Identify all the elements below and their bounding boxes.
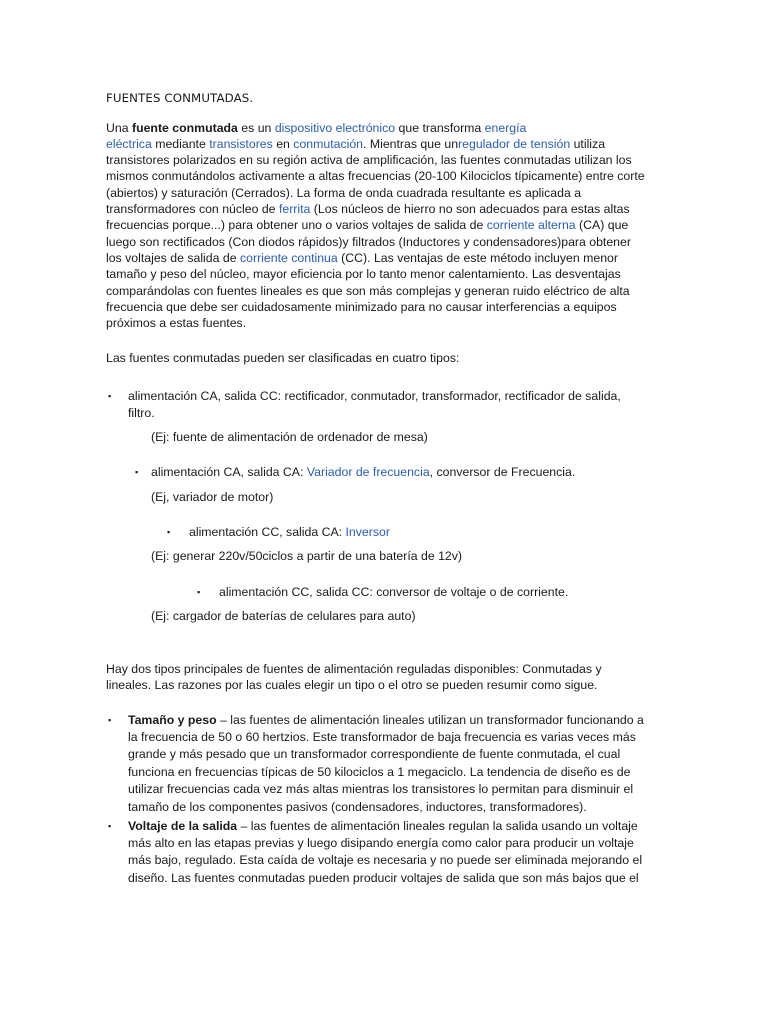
text-span: transformadores con núcleo de	[106, 202, 279, 216]
bullet-square-icon: ▪	[108, 821, 112, 831]
text-span: es un	[237, 121, 275, 135]
link-regulador-de-tension[interactable]: regulador de tensión	[458, 137, 571, 151]
link-corriente-alterna[interactable]: corriente alterna	[486, 218, 576, 232]
reason-1-line-1	[128, 712, 644, 728]
link-conmutacion[interactable]: conmutación	[293, 137, 364, 151]
bullet-square-icon: ▪	[197, 587, 201, 597]
text-span: en	[272, 137, 294, 151]
intro-line-1	[106, 120, 526, 136]
bullet-square-icon: ▪	[167, 527, 171, 537]
reason-2-line-3: más bajo, regulado. Esta caída de voltaje es necesaria y no puede ser eliminada mejorando el	[128, 853, 643, 867]
reason-1-line-3: grande y más pesado que un transformador correspondiente de fuente conmutada, el cual	[128, 747, 621, 761]
text-span: que transforma	[395, 121, 485, 135]
bullet-square-icon: ▪	[135, 467, 139, 477]
type-1-line-1: alimentación CA, salida CC: rectificador, conmutador, transformador, rectificador de salida,	[128, 389, 621, 403]
intro-line-12: frecuencia que debe ser cuidadosamente minimizado para no causar interferencias a equipos	[106, 300, 617, 314]
reason-2-line-1	[128, 818, 638, 834]
type-4-line: alimentación CC, salida CC: conversor de voltaje o de corriente.	[219, 585, 569, 599]
link-inversor[interactable]: Inversor	[345, 525, 390, 539]
text-span: Una	[106, 121, 132, 135]
link-variador-de-frecuencia[interactable]: Variador de frecuencia	[306, 465, 430, 479]
text-span: alimentación CA, salida CA:	[151, 465, 307, 479]
reason-1-heading: Tamaño y peso	[128, 713, 217, 727]
text-span: – las fuentes de alimentación lineales regulan la salida usando un voltaje	[237, 819, 638, 833]
text-span: los voltajes de salida de	[106, 251, 240, 265]
text-span: (Los núcleos de hierro no son adecuados para estas altas	[310, 202, 630, 216]
type-1-line-2: filtro.	[128, 406, 155, 420]
intro-line-8: luego son rectificados (Con diodos rápidos)y filtrados (Inductores y condensadores)para obtener	[106, 235, 631, 249]
two-types-line-1: Hay dos tipos principales de fuentes de alimentación reguladas disponibles: Conmutadas y	[106, 662, 602, 676]
two-types-line-2: lineales. Las razones por las cuales elegir un tipo o el otro se pueden resumir como sigue.	[106, 678, 598, 692]
intro-line-6	[106, 201, 630, 217]
intro-line-10: tamaño y peso del núcleo, mayor eficiencia por lo tanto menor calentamiento. Las desventajas	[106, 267, 621, 281]
text-span: alimentación CC, salida CA:	[189, 525, 346, 539]
intro-line-13: próximos a estas fuentes.	[106, 316, 247, 330]
reason-1-line-6: tamaño de los componentes pasivos (condensadores, inductores, transformadores).	[128, 800, 587, 814]
text-span: – las fuentes de alimentación lineales utilizan un transformador funcionando a	[216, 713, 644, 727]
type-3-line	[189, 524, 390, 540]
intro-line-5: (abiertos) y saturación (Cerrados). La forma de onda cuadrada resultante es aplicada a	[106, 186, 582, 200]
text-span: utiliza	[570, 137, 606, 151]
type-1-example: (Ej: fuente de alimentación de ordenador de mesa)	[151, 430, 428, 444]
reason-1-line-4: funciona en frecuencias típicas de 50 kilociclos a 1 megaciclo. La tendencia de diseño es de	[128, 765, 631, 779]
classify-intro: Las fuentes conmutadas pueden ser clasificadas en cuatro tipos:	[106, 351, 460, 365]
reason-2-heading: Voltaje de la salida	[128, 819, 238, 833]
type-3-example: (Ej: generar 220v/50ciclos a partir de una batería de 12v)	[151, 549, 463, 563]
type-4-example: (Ej: cargador de baterías de celulares para auto)	[151, 609, 416, 623]
link-transistores[interactable]: transistores	[209, 137, 273, 151]
intro-line-9	[106, 250, 618, 266]
intro-line-3: transistores polarizados en su región activa de amplificación, las fuentes conmutadas utilizan los	[106, 153, 632, 167]
text-span: , conversor de Frecuencia.	[429, 465, 576, 479]
document-title: FUENTES CONMUTADAS.	[106, 91, 254, 105]
intro-line-11: comparándolas con fuentes lineales es que son más complejas y generan ruido eléctrico de alta	[106, 284, 630, 298]
bold-term: fuente conmutada	[131, 121, 238, 135]
text-span: frecuencias porque...) para obtener uno o varios voltajes de salida de	[106, 218, 487, 232]
bullet-square-icon: ▪	[108, 715, 112, 725]
text-span: (CA) que	[575, 218, 629, 232]
reason-1-line-5: utilizar frecuencias cada vez más altas mientras los transistores lo permitan para disminuir el	[128, 782, 634, 796]
intro-line-4: mismos conmutándolos activamente a altas frecuencias (20-100 Kilociclos típicamente) entre corte	[106, 169, 645, 183]
text-span: (CC). Las ventajas de este método incluyen menor	[337, 251, 618, 265]
type-2-example: (Ej, variador de motor)	[151, 490, 274, 504]
link-ferrita[interactable]: ferrita	[278, 202, 311, 216]
link-electrica[interactable]: eléctrica	[106, 137, 152, 151]
link-corriente-continua[interactable]: corriente continua	[239, 251, 338, 265]
bullet-square-icon: ▪	[108, 391, 112, 401]
text-span: mediante	[151, 137, 210, 151]
reason-1-line-2: la frecuencia de 50 o 60 hertzios. Este transformador de baja frecuencia es varias veces más	[128, 730, 636, 744]
text-span: . Mientras que un	[363, 137, 459, 151]
reason-2-line-2: más alto en las etapas previas y luego disipando energía como calor para producir un voltaje	[128, 836, 634, 850]
intro-line-7	[106, 217, 628, 233]
link-dispositivo-electronico[interactable]: dispositivo electrónico	[274, 121, 396, 135]
reason-2-line-4: diseño. Las fuentes conmutadas pueden producir voltajes de salida que son más bajos que el	[128, 871, 639, 885]
intro-line-2	[106, 136, 605, 152]
type-2-line	[151, 464, 575, 480]
link-energia[interactable]: energía	[484, 121, 527, 135]
